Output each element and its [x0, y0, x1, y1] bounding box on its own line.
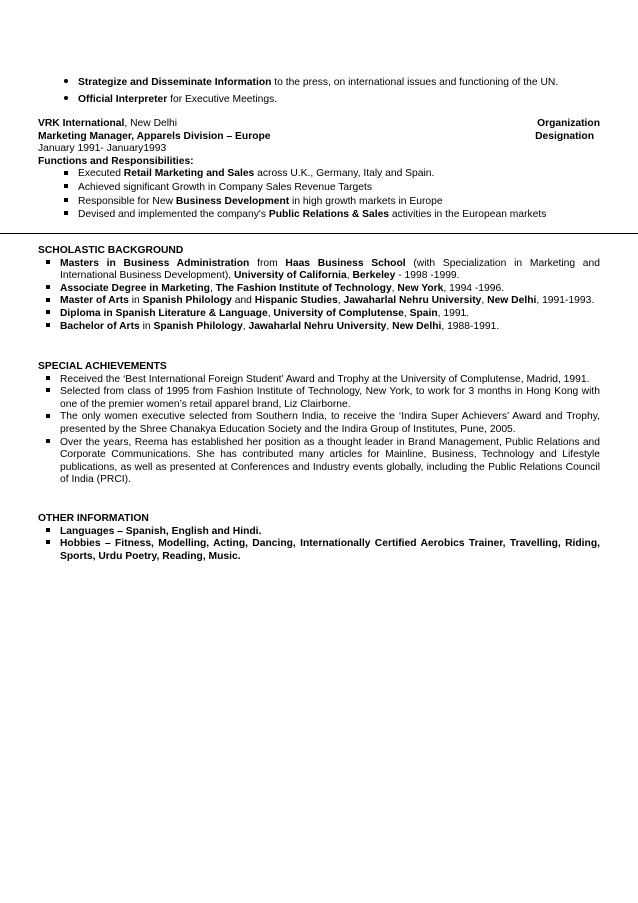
list-item	[38, 168, 600, 181]
list-item	[38, 308, 600, 321]
item-text: across U.K., Germany, Italy and Spain.	[254, 168, 435, 180]
item-bold-text: The Fashion Institute of Technology	[215, 282, 392, 294]
item-bold-text: Jawaharlal Nehru University	[343, 295, 482, 307]
item-text: - 1998 -1999.	[395, 270, 460, 282]
list-item	[38, 94, 600, 107]
job-dates: January 1991- January1993	[38, 143, 167, 155]
scholastic-list	[38, 258, 600, 334]
bullet-dot-icon	[60, 94, 72, 107]
list-item	[38, 295, 600, 308]
other-list	[38, 526, 600, 564]
item-bold-text: Master of Arts	[60, 295, 129, 307]
item-text: ,	[481, 295, 488, 307]
achievements-list	[38, 374, 600, 487]
top-bullets	[38, 77, 600, 107]
item-text: from	[249, 257, 286, 269]
bullet-square-icon	[42, 386, 54, 399]
experience-vrk	[38, 118, 600, 223]
item-bold-text: Hobbies – Fitness, Modelling, Acting, Dancing, Internationally Certified Aerobics Trainer, Travelling, Riding, Sports, Urdu Poetry, Reading, Music.	[60, 538, 600, 562]
list-item	[38, 374, 600, 387]
bullet-text: for Executive Meetings.	[167, 94, 278, 105]
scholastic-section	[38, 245, 600, 333]
functions-list	[38, 168, 600, 221]
bullet-square-icon	[42, 295, 54, 308]
item-text: (with Specialization in Marketing and International Business Development),	[60, 257, 600, 282]
item-bold-text: Hispanic Studies	[254, 295, 338, 307]
bullet-square-icon	[42, 411, 54, 424]
item-bold-text: Retail Marketing and Sales	[123, 168, 255, 180]
list-item	[38, 182, 600, 195]
bullet-dot-icon	[60, 77, 72, 90]
bullet-square-icon	[42, 283, 54, 296]
item-bold-text: University of Complutense	[273, 307, 404, 319]
item-bold-text: New Delhi	[487, 295, 537, 307]
list-item	[38, 526, 600, 539]
item-bold-text: Masters in Business Administration	[60, 257, 250, 269]
list-item	[38, 77, 600, 94]
bullet-text: to the press, on international issues and functioning of the UN.	[271, 77, 559, 88]
bullet-bold-text: Strategize and Disseminate Information	[78, 77, 272, 88]
item-bold-text: New Delhi	[392, 320, 442, 332]
bullet-square-icon	[42, 526, 54, 539]
bullet-square-icon	[42, 308, 54, 321]
bullet-square-icon	[42, 321, 54, 334]
bullet-square-icon	[42, 437, 54, 450]
item-bold-text: Languages – Spanish, English and Hindi.	[60, 525, 262, 537]
item-text: ,	[209, 282, 216, 294]
list-item	[38, 437, 600, 487]
list-item	[38, 196, 600, 209]
list-item	[38, 538, 600, 563]
item-bold-text: Diploma in Spanish Literature & Language	[60, 307, 268, 319]
item-text: , 1991-1993.	[536, 295, 595, 307]
item-text: in	[128, 295, 143, 307]
list-item	[38, 321, 600, 334]
item-bold-text: Spanish Philology	[142, 295, 232, 307]
bullet-square-icon	[60, 209, 72, 222]
list-item	[38, 283, 600, 296]
item-bold-text: Bachelor of Arts	[60, 320, 140, 332]
item-text: ,	[346, 270, 353, 282]
list-item	[38, 258, 600, 283]
section-divider	[0, 233, 638, 234]
company-name: VRK International	[38, 118, 125, 129]
job-role: Marketing Manager, Apparels Division – Europe	[38, 130, 271, 142]
item-bold-text: Jawaharlal Nehru University	[248, 320, 387, 332]
item-text: Over the years, Reema has established her position as a thought leader in Brand Management, Public Relations and Corporate Communications. She has contributed many articles for Mainline, Business, Technology and Lifestyle publications, as well as presented at Conferences and Industry events globally, including the Public Relations Council of India (PRCI).	[60, 436, 600, 486]
item-bold-text: Haas Business School	[285, 257, 406, 269]
bullet-square-icon	[60, 182, 72, 195]
item-text: Selected from class of 1995 from Fashion Institute of Technology, New York, to work for 3 months in Hong Kong with one of the premier women’s retail apparel brand, Liz Clairborne.	[60, 386, 600, 410]
item-bold-text: Berkeley	[352, 270, 396, 282]
item-bold-text: University of California	[234, 270, 347, 282]
item-bold-text: Public Relations & Sales	[268, 209, 390, 221]
item-text: , 1994 -1996.	[443, 282, 505, 294]
section-title: SPECIAL ACHIEVEMENTS	[38, 361, 167, 372]
item-bold-text: Spanish Philology	[153, 320, 243, 332]
bullet-square-icon	[42, 374, 54, 387]
company-line	[38, 118, 600, 131]
item-text: , 1991.	[437, 307, 470, 319]
item-text: in high growth markets in Europe	[289, 195, 443, 207]
list-item	[38, 209, 600, 222]
list-item	[38, 386, 600, 411]
bullet-bold-text: Official Interpreter	[78, 94, 168, 105]
functions-title: Functions and Responsibilities:	[38, 155, 194, 167]
item-text: , 1988-1991.	[441, 320, 500, 332]
bullet-square-icon	[60, 168, 72, 181]
company-location: , New Delhi	[124, 118, 178, 129]
item-text: Executed	[78, 168, 124, 180]
item-text: ,	[386, 320, 393, 332]
list-item	[38, 411, 600, 436]
other-section	[38, 513, 600, 563]
role-line	[38, 131, 600, 144]
item-text: activities in the European markets	[389, 209, 547, 221]
item-text: ,	[403, 307, 410, 319]
item-text: ,	[267, 307, 274, 319]
item-text: The only women executive selected from Southern India, to receive the ‘Indira Super Achievers’ Award and Trophy, presented by the Shree Chanakya Education Society and the Indira Group of Institutes, Pune, 2005.	[60, 411, 600, 435]
organization-label: Organization	[537, 118, 600, 129]
bullet-square-icon	[60, 196, 72, 209]
bullet-square-icon	[42, 258, 54, 271]
item-text: Received the ‘Best International Foreign Student’ Award and Trophy at the University of Complutense, Madrid, 1991.	[60, 373, 590, 385]
designation-label: Designation	[535, 130, 594, 142]
item-text: Responsible for New	[78, 195, 176, 207]
item-text: and	[231, 295, 255, 307]
section-title: SCHOLASTIC BACKGROUND	[38, 245, 184, 256]
section-title: OTHER INFORMATION	[38, 513, 149, 524]
item-text: in	[139, 320, 154, 332]
item-bold-text: Business Development	[175, 195, 290, 207]
achievements-section	[38, 361, 600, 487]
bullet-square-icon	[42, 538, 54, 551]
item-bold-text: New York	[397, 282, 444, 294]
item-bold-text: Spain	[409, 307, 438, 319]
item-text: ,	[337, 295, 344, 307]
item-text: ,	[242, 320, 249, 332]
item-text: Achieved significant Growth in Company Sales Revenue Targets	[78, 181, 372, 193]
item-text: ,	[391, 282, 398, 294]
item-text: Devised and implemented the company's	[78, 209, 269, 221]
item-bold-text: Associate Degree in Marketing	[60, 282, 210, 294]
